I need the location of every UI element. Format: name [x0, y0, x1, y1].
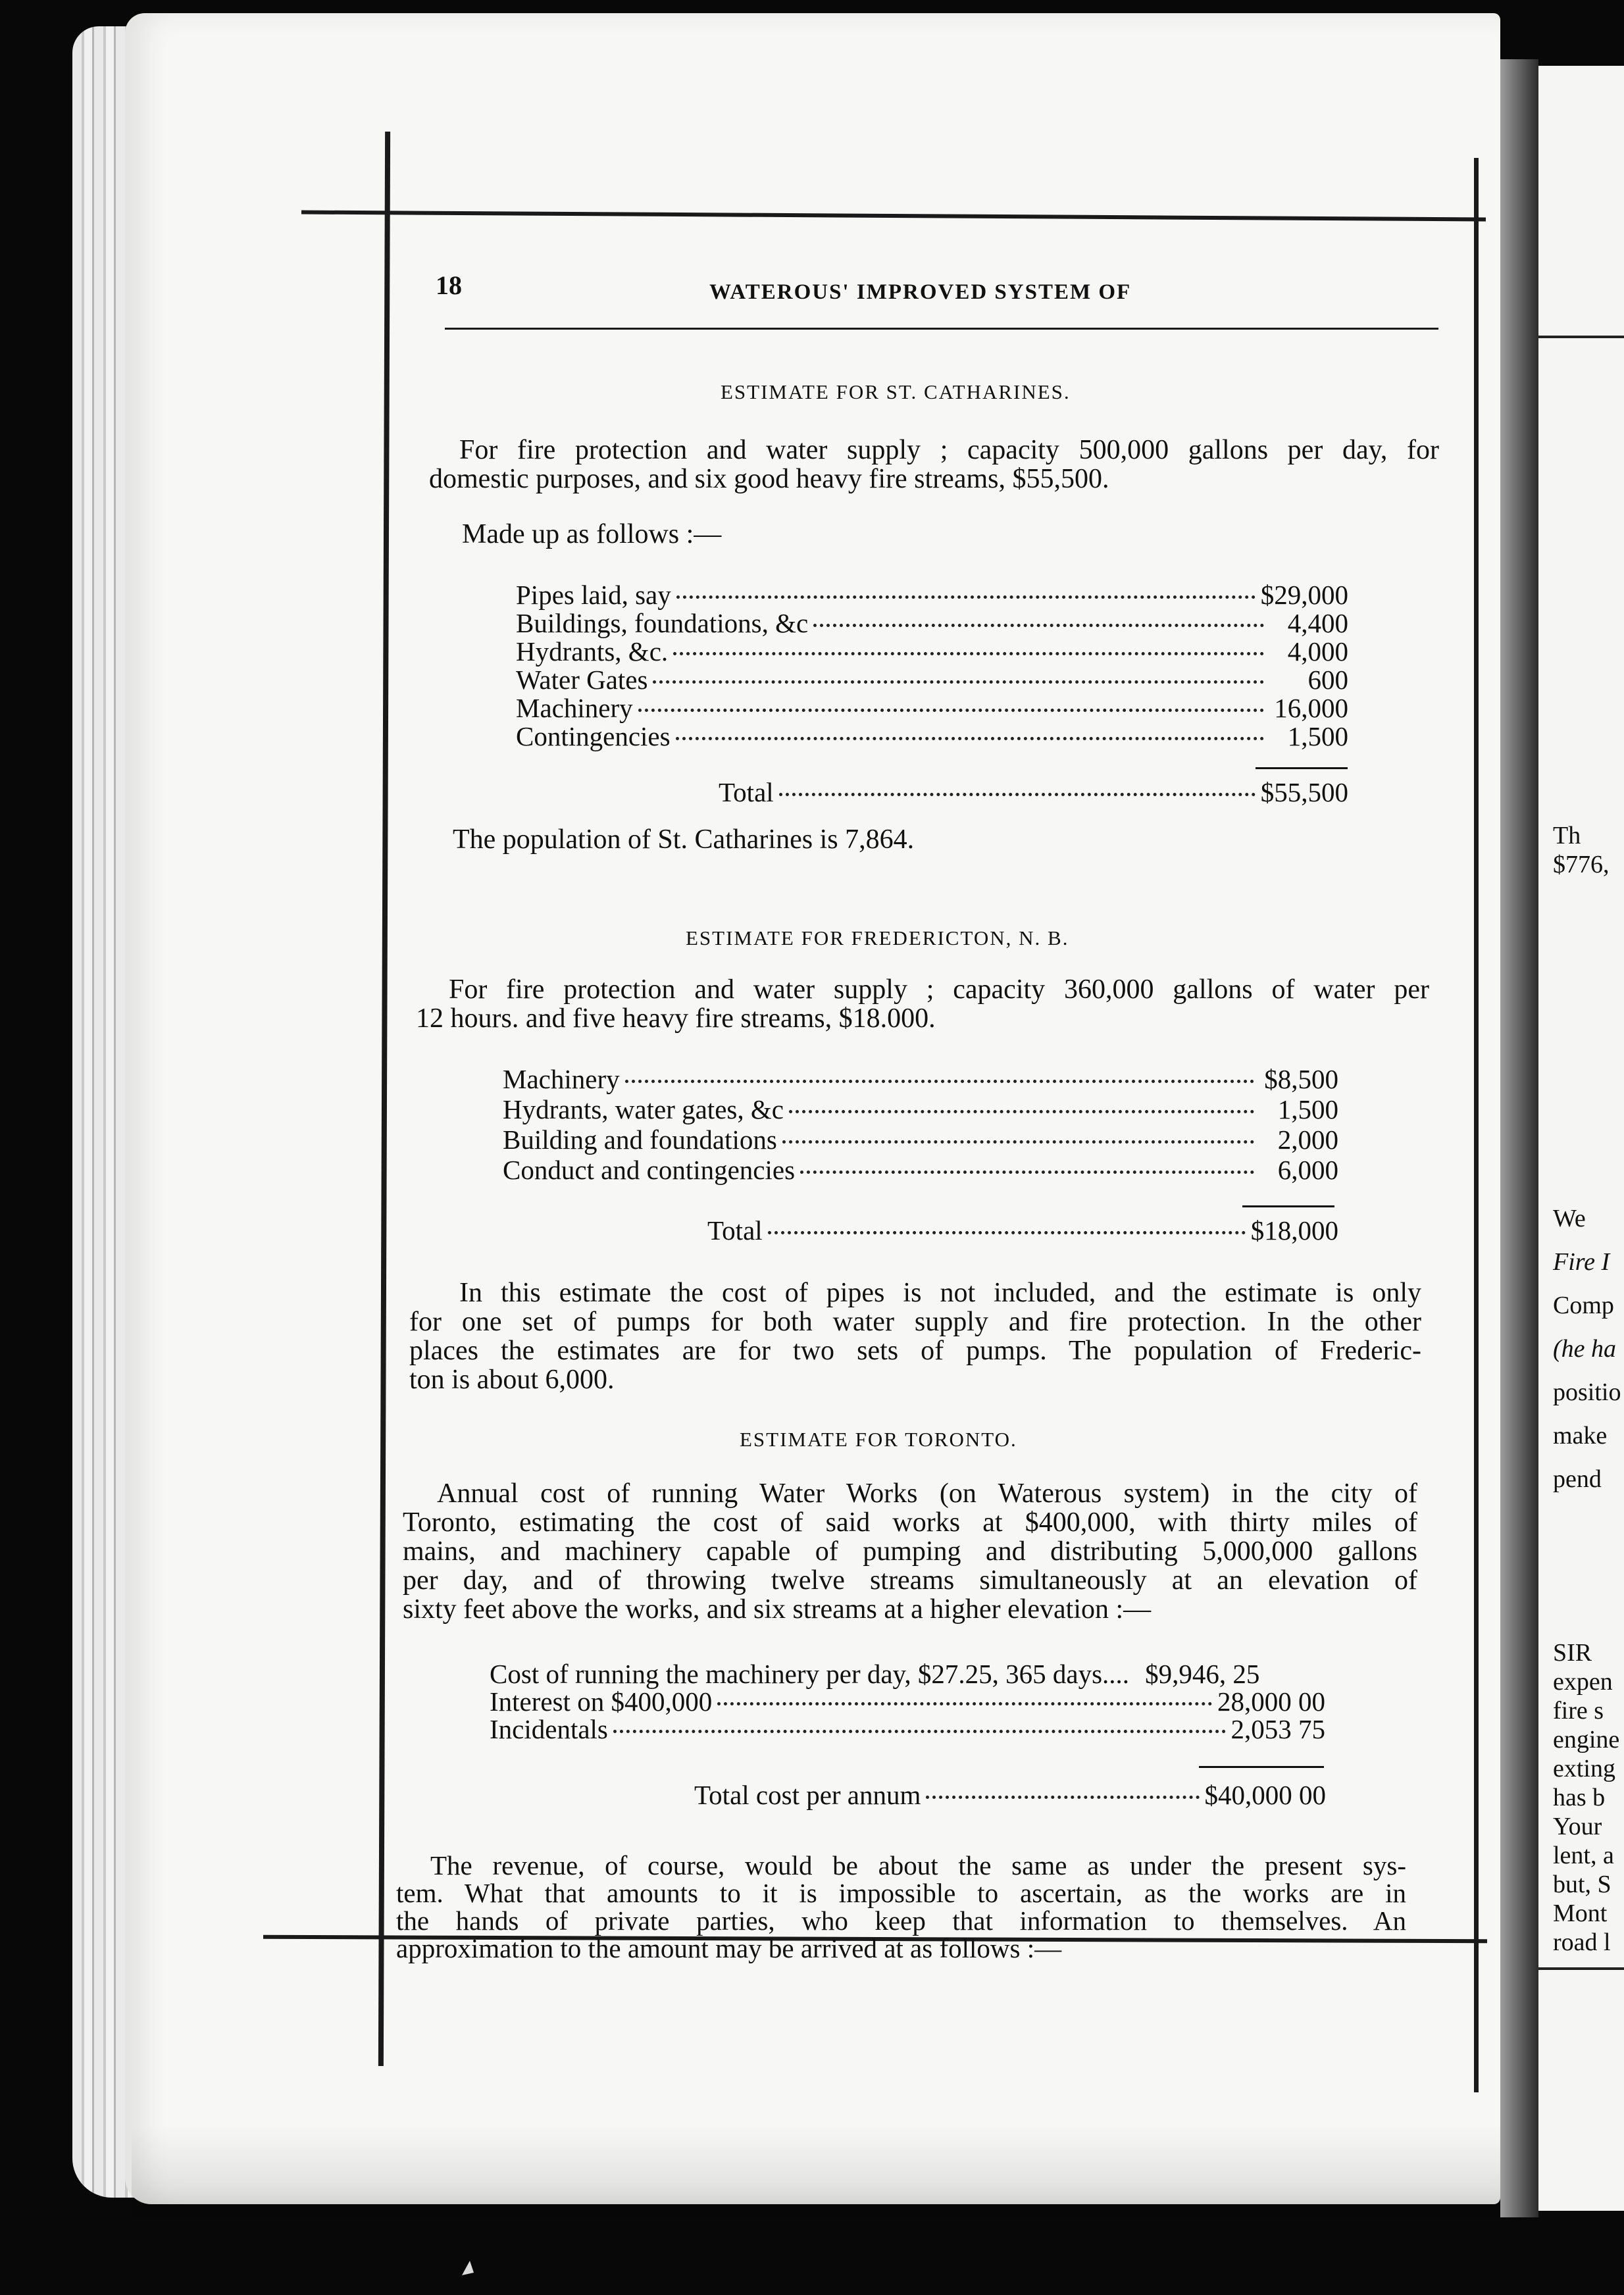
facing-page-fragment: but, S [1553, 1871, 1611, 1898]
facing-page-fragment: Fire I [1553, 1248, 1610, 1276]
right-frame-rule [1474, 158, 1479, 2092]
facing-page-fragment: (he ha [1553, 1335, 1617, 1363]
sum-rule [1242, 1205, 1334, 1207]
paragraph-line: places the estimates are for two sets of pumps. The population of Frederic- [409, 1336, 1421, 1366]
leader-dots [638, 709, 1264, 712]
leader-dots [779, 793, 1256, 796]
paragraph-line: per day, and of throwing twelve streams simultaneously at an elevation of [403, 1565, 1417, 1596]
facing-page-fragment: road l [1553, 1929, 1611, 1956]
section-heading-st-catharines: ESTIMATE FOR ST. CATHARINES. [721, 380, 1071, 403]
paragraph-line: Annual cost of running Water Works (on Waterous system) in the city of [437, 1478, 1417, 1509]
item-label: Buildings, foundations, &c [516, 608, 809, 638]
line-item [516, 664, 1348, 695]
line-item [516, 579, 1348, 611]
line-item [503, 1154, 1338, 1186]
leader-dots [673, 652, 1264, 655]
facing-page-fragment: has b [1553, 1784, 1606, 1811]
section-heading-toronto: ESTIMATE FOR TORONTO. [740, 1428, 1017, 1451]
paragraph-line: The revenue, of course, would be about the same as under the present sys- [430, 1850, 1406, 1880]
line-item [490, 1686, 1325, 1717]
leader-dots [717, 1702, 1212, 1705]
made-up-label: Made up as follows :— [462, 519, 722, 549]
st-catharines-intro [429, 436, 1439, 493]
paragraph-line: Toronto, estimating the cost of said works at $400,000, with thirty miles of [403, 1507, 1417, 1538]
line-item [490, 1658, 1411, 1690]
line-item [516, 692, 1348, 724]
leader-dots [782, 1140, 1254, 1144]
item-label: Building and foundations [503, 1124, 777, 1155]
leader-dots [676, 737, 1264, 740]
page-shadow [132, 2125, 1500, 2217]
item-amount: 4,000 [1287, 636, 1348, 667]
item-amount: 1,500 [1287, 721, 1348, 751]
item-label: Water Gates [516, 665, 648, 695]
item-label: Cost of running the machinery per day, $27.25, 365 days.... [490, 1659, 1130, 1689]
sum-rule [1256, 767, 1348, 769]
item-amount: $9,946, 25 [1145, 1659, 1260, 1689]
facing-page-fragment: lent, a [1553, 1842, 1614, 1869]
paragraph-line: for one set of pumps for both water supply and fire protection. In the other [409, 1307, 1421, 1337]
line-item [503, 1124, 1338, 1155]
item-amount: 1,500 [1277, 1094, 1338, 1124]
total-row [719, 776, 1348, 808]
book-gutter [1500, 59, 1538, 2217]
facing-page-fragment: Comp [1553, 1292, 1614, 1319]
leader-dots [625, 1080, 1254, 1083]
total-label: Total [719, 777, 774, 807]
item-amount: 2,053 75 [1231, 1714, 1325, 1744]
toronto-intro [403, 1479, 1417, 1624]
head-rule [445, 328, 1438, 330]
item-label: Hydrants, &c. [516, 636, 669, 667]
total-amount: $55,500 [1260, 777, 1348, 807]
paragraph-line: the hands of private parties, who keep that information to themselves. An [396, 1905, 1406, 1936]
item-amount: $29,000 [1260, 580, 1348, 610]
paragraph-line: 12 hours. and five heavy fire streams, $18.000. [416, 1003, 936, 1034]
leader-dots [768, 1231, 1246, 1234]
facing-page-fragment: $776, [1553, 851, 1610, 878]
fredericton-intro [416, 975, 1429, 1033]
page-number: 18 [436, 270, 462, 300]
paragraph-line: domestic purposes, and six good heavy fire streams, $55,500. [429, 464, 1109, 494]
facing-page-fragment: pend [1553, 1465, 1602, 1493]
line-item [516, 720, 1348, 752]
item-label: Interest on $400,000 [490, 1686, 713, 1717]
sum-rule [1199, 1766, 1324, 1768]
total-row [694, 1779, 1326, 1811]
item-label: Machinery [516, 693, 633, 723]
item-label: Conduct and contingencies [503, 1155, 796, 1185]
paragraph-line: For fire protection and water supply ; capacity 360,000 gallons of water per [449, 974, 1429, 1005]
leader-dots [653, 680, 1264, 684]
section-heading-fredericton: ESTIMATE FOR FREDERICTON, N. B. [686, 926, 1069, 949]
paragraph-line: sixty feet above the works, and six streams at a higher elevation :— [403, 1594, 1152, 1625]
facing-page-fragment: engine [1553, 1726, 1620, 1753]
leader-dots [676, 595, 1256, 599]
facing-page [1538, 66, 1624, 2211]
facing-page-rule [1538, 336, 1624, 338]
item-amount: 600 [1307, 665, 1348, 695]
facing-page-rule [1538, 1967, 1624, 1970]
running-head: WATEROUS' IMPROVED SYSTEM OF [709, 280, 1132, 304]
line-item [516, 636, 1348, 667]
line-item [490, 1713, 1325, 1745]
paragraph-line: For fire protection and water supply ; capacity 500,000 gallons per day, for [459, 435, 1439, 465]
leader-dots [789, 1110, 1254, 1113]
paragraph-line: approximation to the amount may be arrived at as follows :— [396, 1933, 1062, 1963]
paragraph-line: tem. What that amounts to it is impossible to ascertain, as the works are in [396, 1878, 1406, 1908]
total-amount: $18,000 [1250, 1215, 1338, 1246]
item-amount: 2,000 [1277, 1124, 1338, 1155]
item-amount: 4,400 [1287, 608, 1348, 638]
facing-page-fragment: Your [1553, 1813, 1602, 1840]
item-amount: $8,500 [1264, 1064, 1338, 1094]
paragraph-line: ton is about 6,000. [409, 1365, 615, 1395]
facing-page-fragment: exting [1553, 1755, 1615, 1782]
facing-page-fragment: fire s [1553, 1697, 1604, 1725]
paragraph-line: In this estimate the cost of pipes is not included, and the estimate is only [459, 1278, 1421, 1308]
facing-page-fragment: make [1553, 1422, 1608, 1450]
facing-page-fragment: Th [1553, 822, 1581, 849]
facing-page-fragment: Mont [1553, 1900, 1608, 1927]
fredericton-note [409, 1278, 1421, 1394]
total-amount: $40,000 00 [1204, 1780, 1326, 1810]
scan-mark [461, 2257, 480, 2277]
item-amount: 16,000 [1274, 693, 1348, 723]
item-label: Machinery [503, 1064, 620, 1094]
leader-dots [800, 1171, 1254, 1174]
toronto-revenue [396, 1852, 1406, 1962]
total-row [707, 1215, 1338, 1246]
leader-dots [813, 624, 1264, 627]
paragraph-line: mains, and machinery capable of pumping and distributing 5,000,000 gallons [403, 1536, 1417, 1567]
total-label: Total cost per annum [694, 1780, 921, 1810]
facing-page-fragment: SIR [1553, 1639, 1592, 1667]
item-label: Pipes laid, say [516, 580, 671, 610]
item-label: Contingencies [516, 721, 671, 751]
population-note: The population of St. Catharines is 7,864. [453, 824, 915, 855]
item-amount: 6,000 [1277, 1155, 1338, 1185]
line-item [503, 1063, 1338, 1095]
facing-page-fragment: We [1553, 1205, 1586, 1232]
item-amount: 28,000 00 [1217, 1686, 1325, 1717]
item-label: Hydrants, water gates, &c [503, 1094, 784, 1124]
item-label: Incidentals [490, 1714, 608, 1744]
total-label: Total [707, 1215, 763, 1246]
facing-page-fragment: expen [1553, 1668, 1613, 1696]
line-item [503, 1094, 1338, 1125]
leader-dots [613, 1730, 1226, 1733]
facing-page-fragment: positio [1553, 1378, 1621, 1406]
line-item [516, 607, 1348, 639]
leader-dots [926, 1796, 1199, 1799]
